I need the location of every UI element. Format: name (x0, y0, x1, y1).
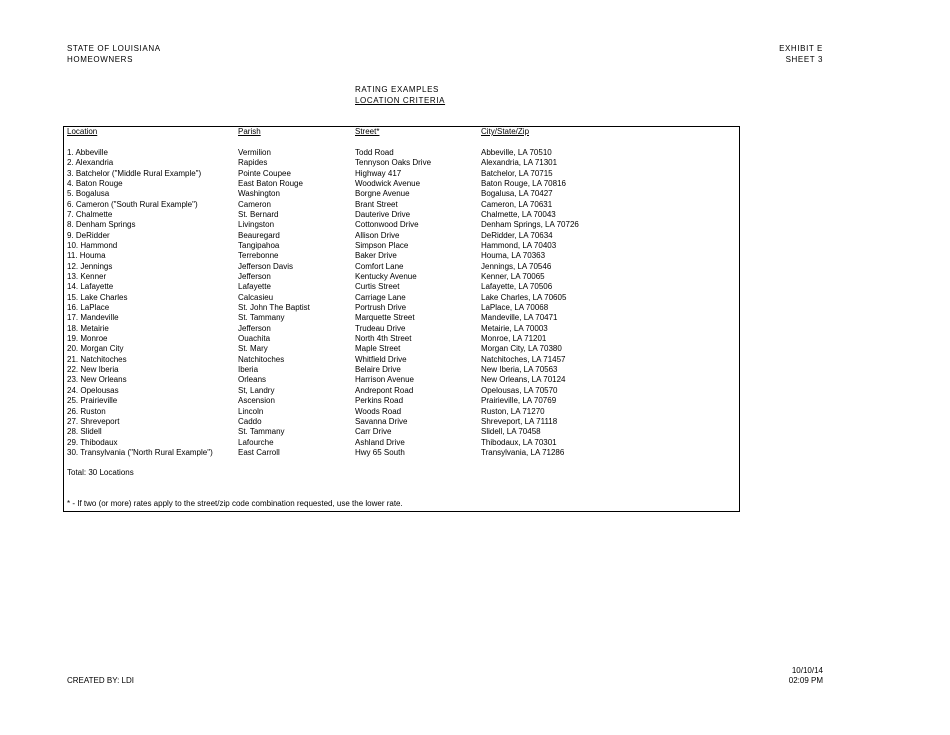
cell-parish: East Baton Rouge (238, 179, 303, 189)
cell-location: 24. Opelousas (67, 385, 119, 395)
cell-street: North 4th Street (355, 334, 412, 344)
cell-location: 15. Lake Charles (67, 292, 128, 302)
cell-location: 20. Morgan City (67, 344, 124, 354)
cell-street: Highway 417 (355, 168, 402, 178)
cell-street: Allison Drive (355, 230, 400, 240)
cell-parish: Lincoln (238, 406, 264, 416)
subtitle: LOCATION CRITERIA (355, 96, 446, 105)
cell-street: Baker Drive (355, 251, 397, 261)
cell-city-state-zip: New Orleans, LA 70124 (481, 375, 566, 385)
footnote: * - If two (or more) rates apply to the street/zip code combination requested, use the lower rate. (67, 499, 403, 508)
cell-city-state-zip: Natchitoches, LA 71457 (481, 354, 566, 364)
cell-location: 19. Monroe (67, 334, 108, 344)
column-header-city-state-zip: City/State/Zip (481, 127, 530, 136)
cell-city-state-zip: Hammond, LA 70403 (481, 241, 557, 251)
cell-location: 2. Alexandria (67, 158, 114, 168)
cell-parish: Terrebonne (238, 251, 279, 261)
cell-street: Tennyson Oaks Drive (355, 158, 432, 168)
cell-street: Harrison Avenue (355, 375, 414, 385)
cell-parish: St. Tammany (238, 427, 285, 437)
cell-location: 26. Ruston (67, 406, 106, 416)
header-right (779, 43, 823, 65)
cell-location: 13. Kenner (67, 272, 107, 282)
cell-parish: Ouachita (238, 334, 271, 344)
cell-parish: Calcasieu (238, 292, 274, 302)
cell-parish: Tangipahoa (238, 241, 280, 251)
cell-city-state-zip: Morgan City, LA 70380 (481, 344, 562, 354)
cell-parish: St. Tammany (238, 313, 285, 323)
cell-street: Trudeau Drive (355, 323, 406, 333)
cell-street: Perkins Road (355, 396, 404, 406)
column-header-street: Street* (355, 127, 380, 136)
cell-location: 23. New Orleans (67, 375, 127, 385)
cell-location: 3. Batchelor ("Middle Rural Example") (67, 168, 202, 178)
cell-street: Simpson Place (355, 241, 409, 251)
cell-city-state-zip: Shreveport, LA 71118 (481, 416, 558, 426)
title: RATING EXAMPLES (355, 85, 439, 94)
cell-street: Cottonwood Drive (355, 220, 419, 230)
cell-street: Brant Street (355, 199, 398, 209)
exhibit-label: EXHIBIT E (779, 44, 823, 53)
created-by: CREATED BY: LDI (67, 676, 134, 685)
cell-street: Savanna Drive (355, 416, 408, 426)
cell-city-state-zip: Lake Charles, LA 70605 (481, 292, 567, 302)
cell-city-state-zip: Abbeville, LA 70510 (481, 148, 552, 157)
cell-location: 9. DeRidder (67, 230, 110, 240)
cell-city-state-zip: Metairie, LA 70003 (481, 323, 548, 333)
cell-street: Woods Road (355, 406, 402, 416)
cell-city-state-zip: Prairieville, LA 70769 (481, 396, 557, 406)
cell-city-state-zip: Lafayette, LA 70506 (481, 282, 553, 292)
sheet-label: SHEET 3 (785, 55, 823, 64)
cell-city-state-zip: Bogalusa, LA 70427 (481, 189, 553, 199)
cell-city-state-zip: Slidell, LA 70458 (481, 427, 541, 437)
cell-city-state-zip: DeRidder, LA 70634 (481, 230, 553, 240)
cell-location: 12. Jennings (67, 261, 113, 271)
cell-location: 5. Bogalusa (67, 189, 110, 199)
cell-city-state-zip: Alexandria, LA 71301 (481, 158, 558, 168)
column-header-parish: Parish (238, 127, 261, 136)
cell-parish: St. Mary (238, 344, 268, 354)
cell-parish: Vermilion (238, 148, 271, 157)
state-label: STATE OF LOUISIANA (67, 44, 161, 53)
cell-parish: Rapides (238, 158, 268, 168)
cell-city-state-zip: New Iberia, LA 70563 (481, 365, 558, 375)
cell-city-state-zip: Thibodaux, LA 70301 (481, 437, 557, 447)
cell-parish: Lafayette (238, 282, 271, 292)
cell-parish: Orleans (238, 375, 267, 385)
cell-parish: Pointe Coupee (238, 168, 291, 178)
cell-location: 16. LaPlace (67, 303, 110, 313)
cell-street: Todd Road (355, 148, 394, 157)
locations-table (63, 126, 740, 512)
cell-parish: Jefferson Davis (238, 261, 293, 271)
cell-location: 7. Chalmette (67, 210, 113, 220)
time: 02:09 PM (788, 676, 823, 685)
cell-parish: St, Landry (238, 385, 275, 395)
cell-street: Woodwick Avenue (355, 179, 421, 189)
cell-location: 18. Metairie (67, 323, 109, 333)
cell-parish: East Carroll (238, 447, 280, 457)
cell-city-state-zip: Mandeville, LA 70471 (481, 313, 558, 323)
cell-location: 11. Houma (67, 251, 106, 261)
total-label: Total: 30 Locations (67, 468, 134, 477)
cell-street: Andrepont Road (355, 385, 414, 395)
cell-parish: Caddo (238, 416, 262, 426)
cell-street: Comfort Lane (355, 261, 404, 271)
cell-parish: Natchitoches (238, 354, 285, 364)
cell-street: Whitfield Drive (355, 354, 407, 364)
line-label: HOMEOWNERS (67, 55, 133, 64)
cell-location: 27. Shreveport (67, 416, 120, 426)
title-block (355, 84, 445, 106)
cell-parish: Beauregard (238, 230, 280, 240)
timestamp (789, 666, 823, 686)
cell-city-state-zip: Jennings, LA 70546 (481, 261, 552, 271)
cell-parish: Cameron (238, 199, 271, 209)
cell-city-state-zip: Denham Springs, LA 70726 (481, 220, 579, 230)
cell-location: 1. Abbeville (67, 148, 108, 157)
cell-street: Curtis Street (355, 282, 400, 292)
cell-location: 29. Thibodaux (67, 437, 118, 447)
cell-parish: Washington (238, 189, 280, 199)
cell-parish: St. Bernard (238, 210, 279, 220)
column-header-location: Location (67, 127, 98, 136)
cell-city-state-zip: Kenner, LA 70065 (481, 272, 545, 282)
cell-location: 30. Transylvania ("North Rural Example") (67, 447, 213, 457)
cell-location: 10. Hammond (67, 241, 118, 251)
cell-city-state-zip: Transylvania, LA 71286 (481, 447, 565, 457)
cell-parish: Livingston (238, 220, 275, 230)
cell-city-state-zip: Cameron, LA 70631 (481, 199, 553, 209)
cell-street: Hwy 65 South (355, 447, 405, 457)
cell-parish: Iberia (238, 365, 259, 375)
cell-city-state-zip: Batchelor, LA 70715 (481, 168, 553, 178)
cell-location: 14. Lafayette (67, 282, 114, 292)
cell-location: 17. Mandeville (67, 313, 119, 323)
date: 10/10/14 (791, 666, 823, 675)
cell-street: Marquette Street (355, 313, 415, 323)
cell-street: Belaire Drive (355, 365, 401, 375)
cell-parish: St. John The Baptist (238, 303, 310, 313)
cell-city-state-zip: LaPlace, LA 70068 (481, 303, 549, 313)
cell-parish: Jefferson (238, 272, 271, 282)
cell-city-state-zip: Ruston, LA 71270 (481, 406, 545, 416)
cell-street: Dauterive Drive (355, 210, 411, 220)
cell-street: Maple Street (355, 344, 401, 354)
cell-parish: Ascension (238, 396, 275, 406)
cell-city-state-zip: Opelousas, LA 70570 (481, 385, 558, 395)
cell-street: Portrush Drive (355, 303, 407, 313)
cell-location: 4. Baton Rouge (67, 179, 123, 189)
cell-location: 25. Prairieville (67, 396, 118, 406)
cell-street: Borgne Avenue (355, 189, 410, 199)
cell-location: 21. Natchitoches (67, 354, 127, 364)
cell-city-state-zip: Houma, LA 70363 (481, 251, 546, 261)
cell-street: Ashland Drive (355, 437, 405, 447)
cell-city-state-zip: Chalmette, LA 70043 (481, 210, 556, 220)
cell-street: Carriage Lane (355, 292, 406, 302)
cell-street: Carr Drive (355, 427, 392, 437)
cell-location: 6. Cameron ("South Rural Example") (67, 199, 198, 209)
cell-street: Kentucky Avenue (355, 272, 417, 282)
cell-location: 8. Denham Springs (67, 220, 136, 230)
cell-parish: Lafourche (238, 437, 274, 447)
cell-city-state-zip: Baton Rouge, LA 70816 (481, 179, 566, 189)
header-left (67, 43, 161, 65)
cell-location: 28. Slidell (67, 427, 102, 437)
cell-location: 22. New Iberia (67, 365, 119, 375)
cell-parish: Jefferson (238, 323, 271, 333)
cell-city-state-zip: Monroe, LA 71201 (481, 334, 547, 344)
